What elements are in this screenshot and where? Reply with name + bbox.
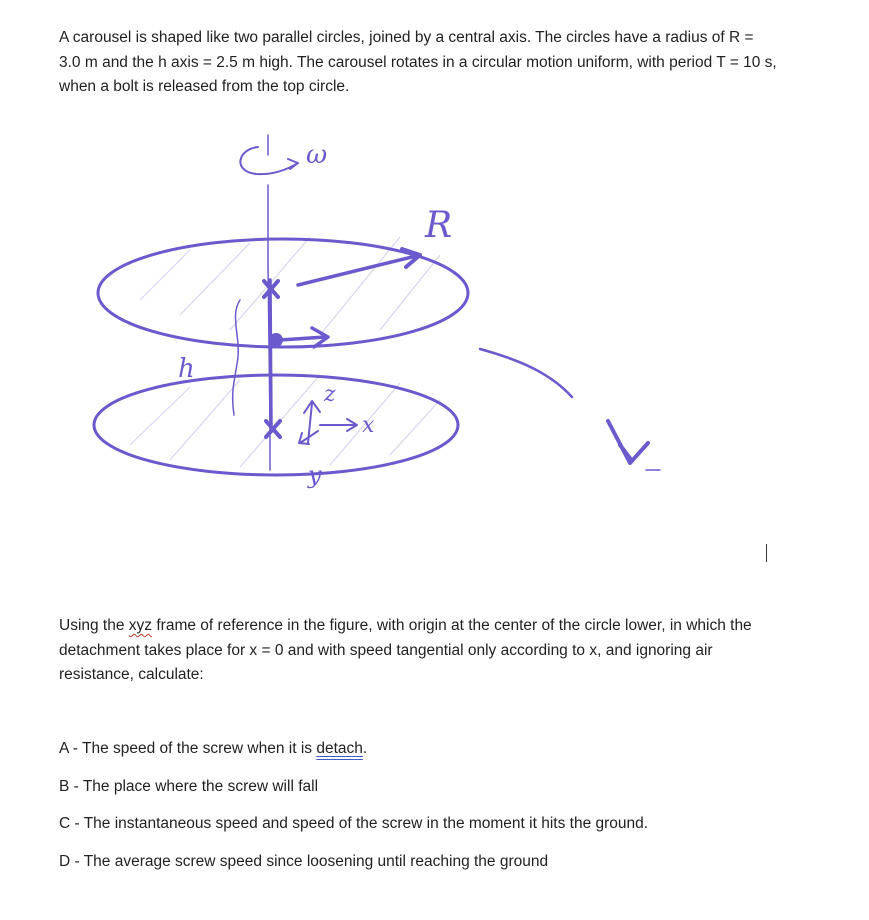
x-axis-label: x: [362, 413, 375, 438]
radius-arrow: [298, 255, 420, 285]
question-b: B - The place where the screw will fall: [59, 778, 319, 795]
x-axis-arrow: [320, 419, 357, 431]
xyz-term: xyz: [128, 617, 153, 634]
z-axis-arrow: [304, 401, 320, 443]
central-axis-solid: [270, 280, 271, 425]
bottom-disc-shading: [130, 375, 440, 467]
problem-intro: A carousel is shaped like two parallel circles, joined by a central axis. The circles have a radius of R = 3.0 m and the h axis = 2.5 m high. The carousel rotates in a circular motion uniform, with period T = 10 s, when a bolt is released from the top circle.: [59, 29, 777, 95]
question-a: [59, 737, 367, 761]
reference-frame-paragraph: [59, 614, 779, 688]
carousel-sketch: [80, 125, 680, 510]
tangential-velocity-arrow: [280, 328, 328, 347]
radius-label: R: [425, 205, 453, 246]
question-a-end: .: [362, 740, 368, 757]
trajectory-end-arrow-icon: [608, 421, 648, 463]
rotation-arrow-icon: [240, 147, 298, 174]
top-disc-shading: [140, 237, 440, 335]
bottom-center-mark-icon: [266, 421, 280, 437]
frame-text-before: Using the: [59, 617, 129, 634]
height-label: h: [178, 354, 195, 384]
question-c: C - The instantaneous speed and speed of the screw in the moment it hits the ground.: [59, 815, 649, 832]
height-bracket: [233, 300, 240, 415]
frame-text-after: frame of reference in the figure, with origin at the center of the circle lower, in which the detachment takes place for x = 0 and with speed tangential only according to x, and ignoring air resistance, calculate:: [59, 617, 752, 683]
y-axis-label: y: [308, 461, 322, 489]
text-cursor: [766, 544, 767, 562]
detach-word: detach: [316, 740, 363, 757]
question-d: D - The average screw speed since loosening until reaching the ground: [59, 853, 549, 870]
question-a-text: A - The speed of the screw when it is: [59, 740, 317, 757]
bolt-trajectory: [480, 349, 572, 397]
omega-label: ω: [306, 140, 328, 170]
z-axis-label: z: [324, 382, 336, 407]
